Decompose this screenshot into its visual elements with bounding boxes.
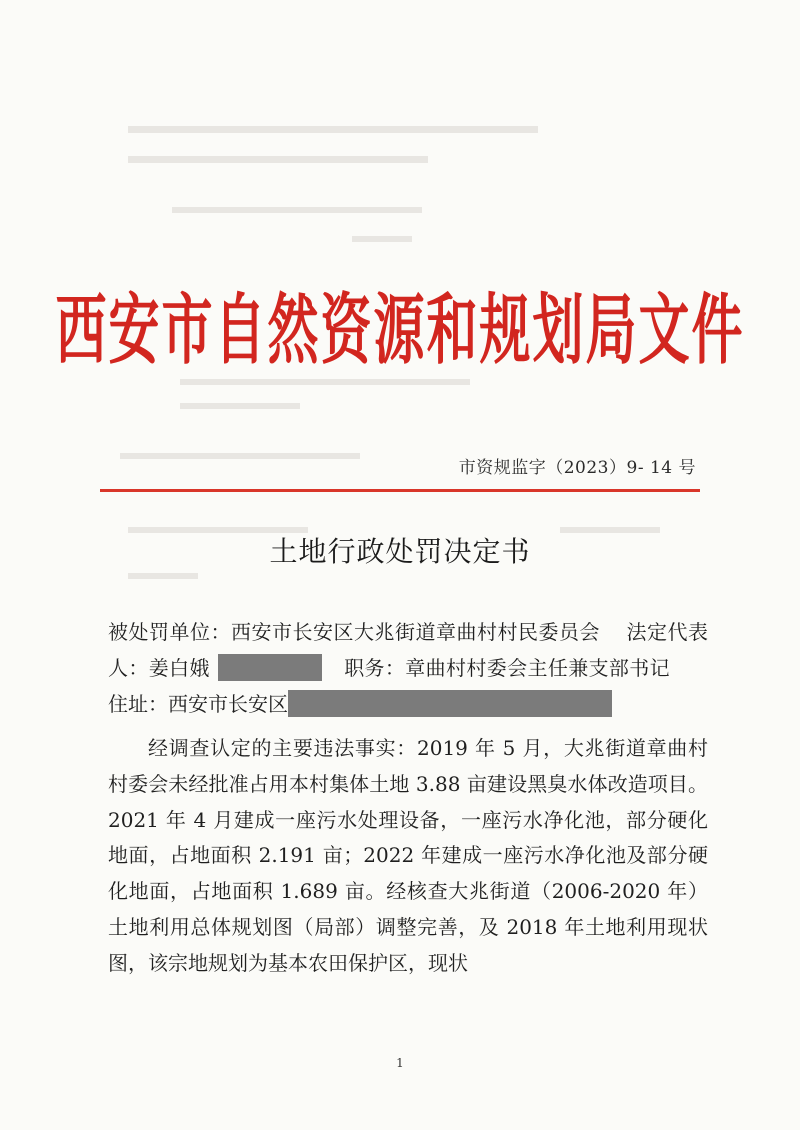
- legal-rep-label: 法定代表人：: [108, 620, 708, 680]
- violation-facts-paragraph: 经调查认定的主要违法事实：2019 年 5 月，大兆街道章曲村村委会未经批准占用本村集体土地 3.88 亩建设黑臭水体改造项目。2021 年 4 月建成一座污水处理设备，一座污水净化池，部分硬化地面，占地面积 2.191 亩；2022 年建成一座污水净化池及部分硬化地面，占地面积 1.689 亩。经核查大兆街道（2006-2020 年）土地利用总体规划图（局部）调整完善，及 2018 年土地利用现状图，该宗地规划为基本农田保护区，现状: [108, 736, 708, 975]
- position-label: 职务：: [343, 655, 406, 680]
- address-label: 住址：: [108, 691, 168, 716]
- document-number: 市资规监字（2023）9- 14 号: [458, 458, 696, 478]
- redaction-box: [288, 690, 612, 717]
- legal-rep-name: 姜白娥: [148, 655, 210, 680]
- address-value: 西安市长安区: [168, 691, 288, 716]
- document-heading: 土地行政处罚决定书: [269, 535, 531, 568]
- unit-name: 西安市长安区大兆街道章曲村村民委员会: [231, 620, 600, 644]
- agency-title: 西安市自然资源和规划局文件: [55, 287, 745, 376]
- red-divider-line: [100, 489, 700, 492]
- redaction-box: [218, 654, 322, 681]
- penalized-party-block: [108, 615, 708, 722]
- page-number: 1: [396, 1056, 404, 1070]
- position-value: 章曲村村委会主任兼支部书记: [405, 655, 671, 680]
- unit-label: 被处罚单位：: [108, 620, 231, 644]
